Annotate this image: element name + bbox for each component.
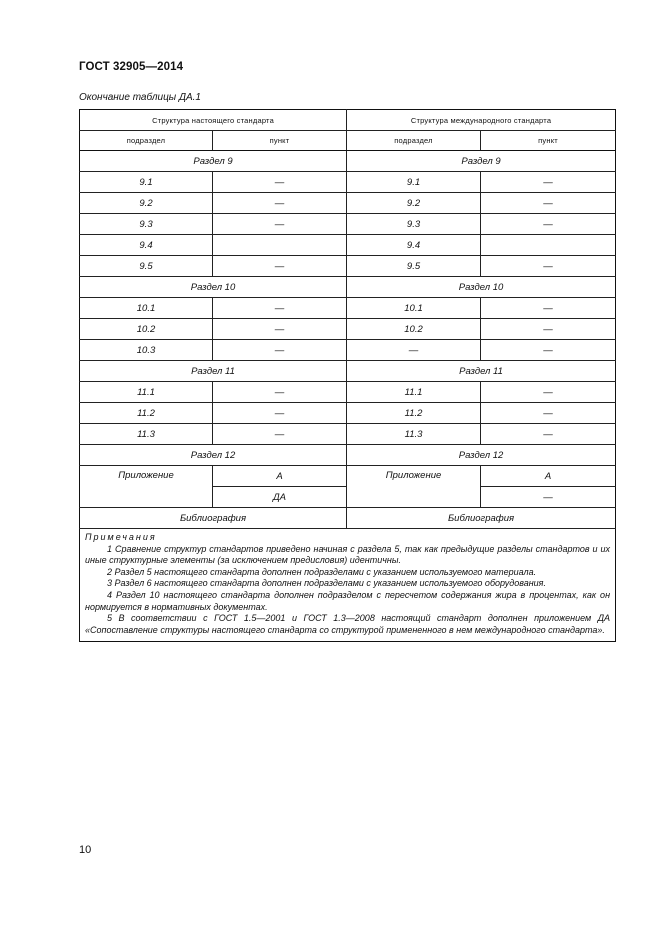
clause-cell: — <box>481 340 616 361</box>
column-group-header: Структура настоящего стандарта <box>80 110 347 131</box>
table-row <box>80 319 616 340</box>
section-heading-row <box>80 445 616 466</box>
table-row <box>80 256 616 277</box>
appendix-value: — <box>481 487 616 508</box>
subsection-cell: 11.1 <box>347 382 481 403</box>
bibliography-cell: Библиография <box>80 508 347 529</box>
subsection-cell: 10.1 <box>80 298 213 319</box>
table-row <box>80 214 616 235</box>
subsection-cell: 9.2 <box>80 193 213 214</box>
table-row <box>80 424 616 445</box>
clause-cell: — <box>213 403 347 424</box>
page-number: 10 <box>79 844 92 856</box>
bibliography-row <box>80 508 616 529</box>
clause-cell: — <box>213 298 347 319</box>
appendix-value: ДА <box>213 487 347 508</box>
appendix-row <box>80 466 616 487</box>
clause-cell: — <box>481 403 616 424</box>
column-subheader: подраздел <box>80 131 213 151</box>
subsection-cell: 11.2 <box>347 403 481 424</box>
subsection-cell: 9.5 <box>80 256 213 277</box>
clause-cell: — <box>481 424 616 445</box>
comparison-table <box>79 109 616 642</box>
clause-cell: — <box>213 382 347 403</box>
column-subheader: пункт <box>213 131 347 151</box>
subsection-cell: 9.1 <box>80 172 213 193</box>
clause-cell: — <box>481 256 616 277</box>
bibliography-cell: Библиография <box>347 508 616 529</box>
section-heading: Раздел 11 <box>347 361 616 382</box>
table-row <box>80 172 616 193</box>
subsection-cell: 11.1 <box>80 382 213 403</box>
subsection-cell: 9.3 <box>347 214 481 235</box>
notes-block <box>80 529 616 642</box>
appendix-value: А <box>213 466 347 487</box>
subsection-cell: 10.3 <box>80 340 213 361</box>
subsection-cell: — <box>347 340 481 361</box>
subsection-cell: 9.4 <box>347 235 481 256</box>
table-row <box>80 235 616 256</box>
note-item: 4 Раздел 10 настоящего стандарта дополнен подразделом с пересчетом содержания жира в процентах, как он нормируется в нормативных документах. <box>85 589 611 612</box>
table-header-row <box>80 110 616 131</box>
section-heading: Раздел 10 <box>347 277 616 298</box>
section-heading: Раздел 10 <box>80 277 347 298</box>
section-heading: Раздел 12 <box>347 445 616 466</box>
table-row <box>80 193 616 214</box>
appendix-value: А <box>481 466 616 487</box>
subsection-cell: 10.2 <box>80 319 213 340</box>
clause-cell: — <box>481 193 616 214</box>
section-heading: Раздел 9 <box>80 151 347 172</box>
table-caption: Окончание таблицы ДА.1 <box>79 92 201 103</box>
note-item: 1 Сравнение структур стандартов приведено начиная с раздела 5, так как предыдущие разделы стандартов и их иные структурные элементы (за исключением предисловия) идентичны. <box>85 543 611 566</box>
table-row <box>80 403 616 424</box>
note-item: 5 В соответствии с ГОСТ 1.5—2001 и ГОСТ 1.3—2008 настоящий стандарт дополнен приложением ДА «Сопоставление структуры настоящего стандарта со структурой примененного в нем международного стандарта». <box>85 613 611 635</box>
clause-cell: — <box>213 256 347 277</box>
note-item: 3 Раздел 6 настоящего стандарта дополнен подразделами с указанием используемого оборудования. <box>107 578 546 589</box>
section-heading: Раздел 9 <box>347 151 616 172</box>
section-heading: Раздел 12 <box>80 445 347 466</box>
clause-cell: — <box>213 424 347 445</box>
subsection-cell: 9.3 <box>80 214 213 235</box>
clause-cell: — <box>213 214 347 235</box>
clause-cell: — <box>213 172 347 193</box>
notes-row <box>80 529 616 642</box>
table-row <box>80 340 616 361</box>
subsection-cell: 9.1 <box>347 172 481 193</box>
column-group-header: Структура международного стандарта <box>347 110 616 131</box>
clause-cell: — <box>213 319 347 340</box>
clause-cell: — <box>481 172 616 193</box>
clause-cell: — <box>481 382 616 403</box>
subsection-cell: 11.3 <box>80 424 213 445</box>
section-heading-row <box>80 361 616 382</box>
table-row <box>80 382 616 403</box>
note-item: 2 Раздел 5 настоящего стандарта дополнен подразделами с указанием используемого материала. <box>107 566 537 577</box>
notes-title: Примечания <box>85 532 157 542</box>
column-subheader: подраздел <box>347 131 481 151</box>
clause-cell: — <box>213 193 347 214</box>
clause-cell: — <box>213 340 347 361</box>
subsection-cell: 10.1 <box>347 298 481 319</box>
clause-cell: — <box>481 319 616 340</box>
subsection-cell: 11.3 <box>347 424 481 445</box>
table-subheader-row <box>80 131 616 151</box>
subsection-cell: 11.2 <box>80 403 213 424</box>
clause-cell: — <box>481 214 616 235</box>
subsection-cell: 9.2 <box>347 193 481 214</box>
column-subheader: пункт <box>481 131 616 151</box>
document-header: ГОСТ 32905—2014 <box>79 61 184 73</box>
subsection-cell: 9.5 <box>347 256 481 277</box>
section-heading-row <box>80 151 616 172</box>
clause-cell <box>213 235 347 256</box>
table-row <box>80 298 616 319</box>
appendix-label: Приложение <box>80 466 213 508</box>
section-heading-row <box>80 277 616 298</box>
appendix-label: Приложение <box>347 466 481 508</box>
subsection-cell: 10.2 <box>347 319 481 340</box>
subsection-cell: 9.4 <box>80 235 213 256</box>
clause-cell: — <box>481 298 616 319</box>
section-heading: Раздел 11 <box>80 361 347 382</box>
clause-cell <box>481 235 616 256</box>
comparison-table-body <box>80 110 616 642</box>
